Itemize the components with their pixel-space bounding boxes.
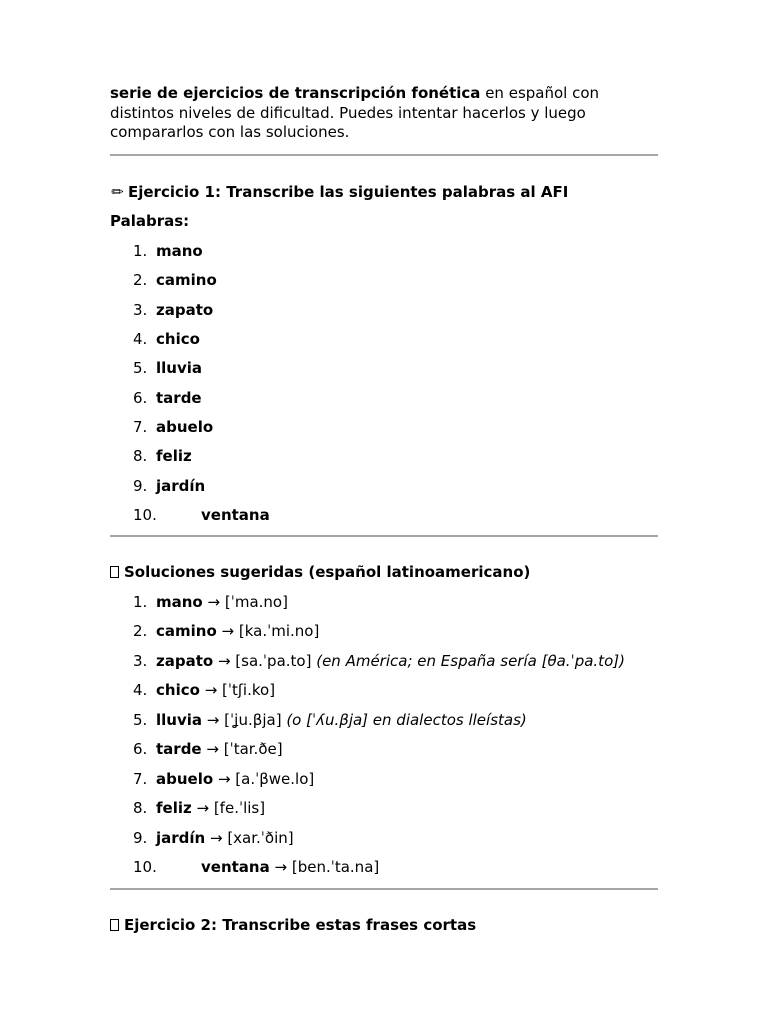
solution-word: camino	[156, 622, 217, 641]
palabras-label: Palabras:	[110, 212, 190, 230]
list-number: 6.	[133, 740, 148, 759]
solution-content	[156, 651, 625, 671]
divider	[110, 888, 658, 890]
list-number: 1.	[133, 593, 148, 611]
list-number: 8.	[133, 799, 148, 818]
word: jardín	[156, 476, 206, 495]
solution-content	[156, 739, 283, 759]
list-number: 4.	[133, 330, 148, 349]
ipa-transcription: [ˈtʃi.ko]	[222, 681, 276, 700]
list-number: 3.	[133, 300, 148, 319]
list-number: 9.	[133, 476, 148, 495]
arrow-icon: →	[202, 710, 225, 729]
arrow-icon: →	[199, 681, 223, 700]
solution-content	[156, 710, 527, 730]
list-number: 5.	[133, 710, 148, 729]
list-number: 10.	[133, 858, 157, 877]
word: camino	[156, 271, 217, 290]
ejercicio1-heading	[110, 182, 568, 202]
solution-word: feliz	[156, 799, 192, 818]
solution-content	[156, 592, 288, 612]
list-number: 2.	[133, 622, 148, 641]
word: ventana	[201, 506, 270, 525]
arrow-icon: →	[191, 799, 214, 818]
list-number: 7.	[133, 418, 148, 437]
missing-glyph-box-icon	[110, 566, 119, 578]
solution-content	[156, 769, 314, 789]
ejercicio1-title: Ejercicio 1: Transcribe las siguientes palabras al AFI	[128, 183, 569, 201]
ipa-transcription: [fe.ˈlis]	[213, 799, 266, 818]
arrow-icon: →	[205, 828, 228, 847]
ejercicio2-heading	[110, 915, 476, 935]
solution-word: abuelo	[156, 769, 214, 788]
dialect-note: (en América; en España sería [θa.ˈpa.to])	[311, 651, 625, 670]
arrow-icon: →	[216, 622, 239, 641]
divider	[110, 535, 658, 537]
soluciones-title: Soluciones sugeridas (español latinoamericano)	[124, 563, 531, 581]
ipa-transcription: [sa.ˈpa.to]	[235, 651, 312, 670]
arrow-icon: →	[213, 769, 236, 788]
solution-word: lluvia	[156, 710, 203, 729]
list-number: 2.	[133, 271, 148, 290]
word: abuelo	[156, 418, 214, 437]
intro-bold-text: serie de ejercicios de transcripción fonética	[110, 84, 481, 102]
list-number: 10.	[133, 506, 157, 525]
ipa-transcription: [ˈma.no]	[224, 593, 288, 611]
ipa-transcription: [xar.ˈðin]	[227, 828, 294, 847]
list-number: 9.	[133, 828, 148, 847]
missing-glyph-box-icon	[110, 919, 119, 931]
list-number: 6.	[133, 388, 148, 407]
ejercicio2-title: Ejercicio 2: Transcribe estas frases cortas	[124, 916, 477, 934]
word: feliz	[156, 447, 192, 466]
word: lluvia	[156, 359, 203, 378]
arrow-icon: →	[213, 651, 236, 670]
intro-paragraph	[110, 84, 658, 143]
solution-word: zapato	[156, 651, 214, 670]
arrow-icon: →	[202, 593, 225, 611]
word: mano	[156, 242, 203, 260]
list-number: 3.	[133, 651, 148, 670]
intro-text: en español con distintos niveles de dificultad. Puedes intentar hacerlos y luego compararlos con las soluciones.	[110, 84, 600, 141]
ipa-transcription: [a.ˈβwe.lo]	[235, 769, 315, 788]
solution-content	[156, 680, 275, 700]
solution-content	[156, 621, 319, 641]
solution-content	[156, 828, 294, 848]
list-number: 4.	[133, 681, 148, 700]
divider	[110, 154, 658, 156]
word: tarde	[156, 388, 202, 407]
ipa-transcription: [ben.ˈta.na]	[291, 858, 380, 877]
soluciones-heading	[110, 562, 530, 582]
list-number: 5.	[133, 359, 148, 378]
solution-word: jardín	[156, 828, 206, 847]
solution-content	[201, 857, 379, 877]
arrow-icon: →	[269, 858, 292, 877]
word: zapato	[156, 300, 214, 319]
ipa-transcription: [ˈʝu.βja]	[224, 710, 282, 729]
list-number: 8.	[133, 447, 148, 466]
solution-content	[156, 798, 265, 818]
solution-word: tarde	[156, 740, 202, 759]
pencil-icon: ✏	[111, 183, 124, 201]
solution-word: mano	[156, 593, 203, 611]
solution-word: chico	[156, 681, 200, 700]
ipa-transcription: [ˈtar.ðe]	[223, 740, 283, 759]
list-number: 1.	[133, 242, 148, 260]
word: chico	[156, 330, 200, 349]
list-number: 7.	[133, 769, 148, 788]
ipa-transcription: [ka.ˈmi.no]	[238, 622, 320, 641]
dialect-note: (o [ˈʎu.βja] en dialectos lleístas)	[281, 710, 527, 729]
solution-word: ventana	[201, 858, 270, 877]
arrow-icon: →	[201, 740, 224, 759]
